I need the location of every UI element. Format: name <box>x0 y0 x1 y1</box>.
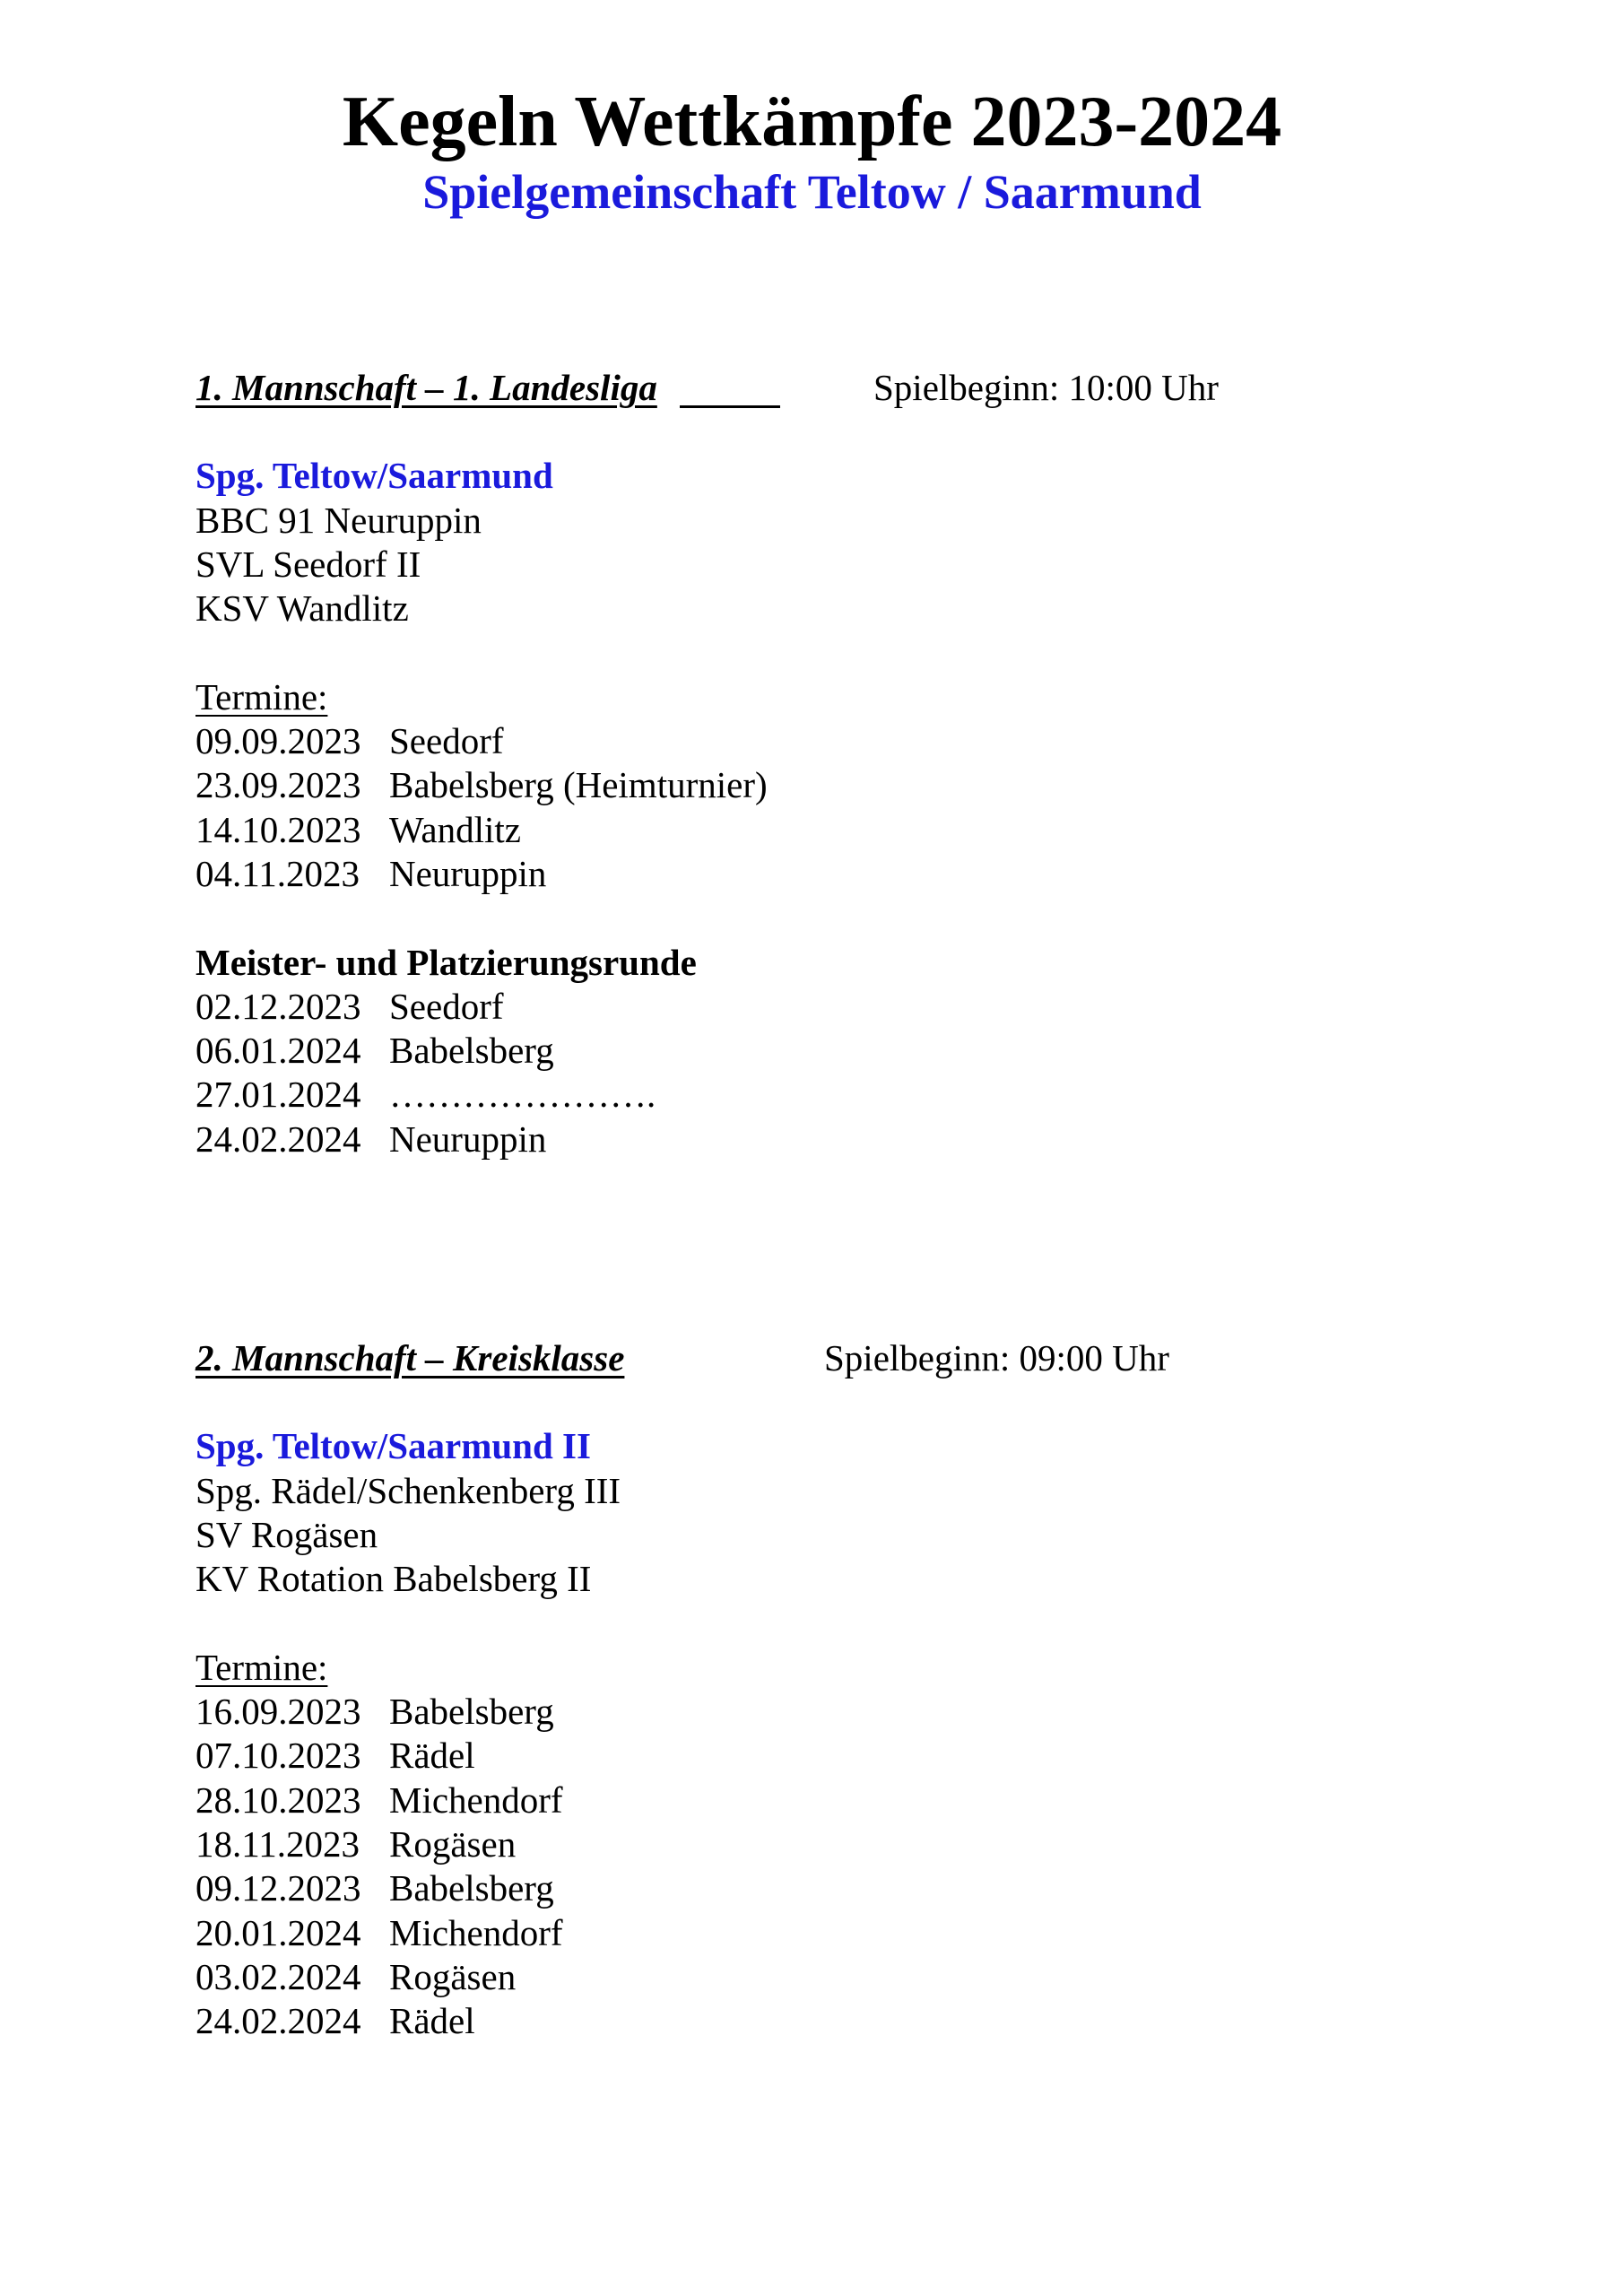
list-item <box>195 1822 1541 1866</box>
team2-termine-list <box>195 1690 1541 2043</box>
termin-date: 02.12.2023 <box>195 985 361 1027</box>
list-item <box>195 1866 1541 1910</box>
list-item <box>195 719 1541 763</box>
termin-date: 23.09.2023 <box>195 764 361 806</box>
spacer <box>195 631 1541 674</box>
termin-place: Rädel <box>389 2000 475 2042</box>
termin-place: Rogäsen <box>389 1955 517 1997</box>
termin-place: Rogäsen <box>389 1822 517 1865</box>
termin-date: 27.01.2024 <box>195 1074 361 1116</box>
team2-start-time: Spielbeginn: 09:00 Uhr <box>824 1337 1169 1378</box>
termin-date: 24.02.2024 <box>195 2000 361 2042</box>
spacer <box>195 896 1541 940</box>
spacer <box>195 410 1541 454</box>
list-item <box>195 1690 1541 1734</box>
list-item <box>195 1779 1541 1822</box>
team1-heading-rule <box>680 405 780 408</box>
termin-place: Seedorf <box>389 985 504 1027</box>
team2-opponent: KV Rotation Babelsberg II <box>195 1558 592 1600</box>
termin-place: Babelsberg <box>389 1030 554 1072</box>
list-item <box>195 852 1541 896</box>
team1-round-list <box>195 985 1541 1161</box>
team2-termine-heading <box>195 1646 1541 1690</box>
team1-opponent: KSV Wandlitz <box>195 587 409 630</box>
termin-place: Wandlitz <box>389 808 521 850</box>
list-item <box>195 763 1541 807</box>
team1-team-list <box>195 454 1541 631</box>
termin-place: Seedorf <box>389 720 504 762</box>
termin-date: 03.02.2024 <box>195 1955 361 1997</box>
page-subtitle: Spielgemeinschaft Teltow / Saarmund <box>422 165 1202 219</box>
termin-place: Michendorf <box>389 1911 563 1953</box>
list-item <box>195 1073 1541 1117</box>
termin-date: 06.01.2024 <box>195 1030 361 1072</box>
team2-heading: 2. Mannschaft – Kreisklasse <box>195 1337 625 1378</box>
termin-date: 18.11.2023 <box>195 1822 360 1865</box>
termin-place: …………………. <box>389 1074 656 1116</box>
team1-header <box>195 366 1541 410</box>
list-item <box>195 1999 1541 2043</box>
termin-date: 09.12.2023 <box>195 1867 361 1909</box>
team1-opponent: SVL Seedorf II <box>195 543 421 585</box>
termin-date: 28.10.2023 <box>195 1779 361 1821</box>
termin-date: 14.10.2023 <box>195 808 361 850</box>
team1-opponent: BBC 91 Neuruppin <box>195 499 482 541</box>
list-item <box>195 808 1541 852</box>
team1-termine-heading <box>195 675 1541 719</box>
spacer <box>195 1380 1541 1424</box>
termin-place: Neuruppin <box>389 852 547 894</box>
team1-start-time: Spielbeginn: 10:00 Uhr <box>873 367 1219 408</box>
page-title: Kegeln Wettkämpfe 2023-2024 <box>342 83 1282 161</box>
team2-header <box>195 1336 1541 1380</box>
team1-round-label: Meister- und Platzierungsrunde <box>195 941 697 983</box>
team1-heading: 1. Mannschaft – 1. Landesliga <box>195 367 657 408</box>
list-item <box>195 1955 1541 1999</box>
team1-section <box>195 366 1541 1161</box>
termin-place: Babelsberg (Heimturnier) <box>389 764 768 806</box>
list-item <box>195 1734 1541 1778</box>
list-item <box>195 1118 1541 1161</box>
termin-place: Babelsberg <box>389 1691 554 1733</box>
team2-opponent: SV Rogäsen <box>195 1513 378 1555</box>
termin-date: 16.09.2023 <box>195 1691 361 1733</box>
team2-opponent: Spg. Rädel/Schenkenberg III <box>195 1469 621 1511</box>
termin-place: Rädel <box>389 1735 475 1777</box>
team1-termine-list <box>195 719 1541 896</box>
list-item <box>195 1911 1541 1955</box>
team2-team-list <box>195 1424 1541 1601</box>
termin-date: 20.01.2024 <box>195 1911 361 1953</box>
list-item <box>195 1029 1541 1073</box>
team2-section <box>195 1336 1541 2043</box>
list-item <box>195 985 1541 1029</box>
team1-own-team: Spg. Teltow/Saarmund <box>195 455 553 497</box>
team2-termine-label: Termine: <box>195 1646 328 1688</box>
termin-date: 24.02.2024 <box>195 1118 361 1160</box>
termin-date: 09.09.2023 <box>195 720 361 762</box>
termin-place: Neuruppin <box>389 1118 547 1160</box>
termin-date: 07.10.2023 <box>195 1735 361 1777</box>
termin-place: Michendorf <box>389 1779 563 1821</box>
spacer <box>195 1601 1541 1645</box>
team1-termine-label: Termine: <box>195 675 328 718</box>
team2-own-team: Spg. Teltow/Saarmund II <box>195 1425 591 1467</box>
termin-date: 04.11.2023 <box>195 852 360 894</box>
termin-place: Babelsberg <box>389 1867 554 1909</box>
